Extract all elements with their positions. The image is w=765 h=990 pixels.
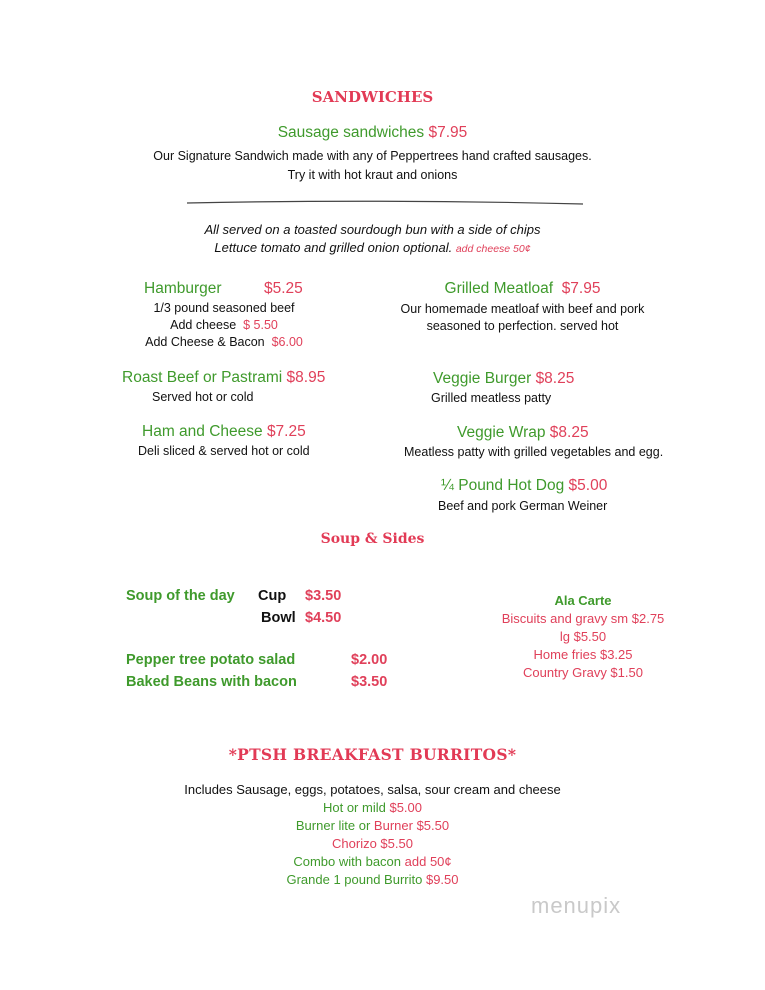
burrito-burner-label-2: Burner bbox=[373, 818, 413, 833]
ala-carte-line-3: Home fries $3.25 bbox=[533, 647, 633, 662]
roast-beef-price: $8.95 bbox=[286, 369, 326, 386]
burrito-burner-label: Burner lite or bbox=[295, 818, 371, 833]
hamburger-title bbox=[144, 280, 222, 298]
menupix-watermark: menupix bbox=[531, 893, 622, 918]
burritos-intro: Includes Sausage, eggs, potatoes, salsa, sour cream and cheese bbox=[184, 782, 561, 797]
veggie-burger-name: Veggie Burger bbox=[433, 370, 532, 387]
potato-salad-label: Pepper tree potato salad bbox=[126, 652, 296, 668]
meatloaf-name: Grilled Meatloaf bbox=[444, 280, 554, 297]
burrito-combo-price: add 50¢ bbox=[404, 854, 452, 869]
veggie-burger-desc: Grilled meatless patty bbox=[431, 391, 552, 405]
hamburger-price: $5.25 bbox=[264, 280, 303, 297]
ala-carte-line-1: Biscuits and gravy sm $2.75 bbox=[501, 611, 665, 626]
veggie-wrap-title bbox=[457, 424, 589, 442]
baked-beans-label: Baked Beans with bacon bbox=[126, 674, 297, 690]
burrito-grande-price: $9.50 bbox=[425, 872, 459, 887]
burrito-combo-label: Combo with bacon bbox=[293, 854, 402, 869]
burrito-burner-price: $5.50 bbox=[416, 818, 450, 833]
cup-label: Cup bbox=[258, 588, 287, 604]
meatloaf-desc-1: Our homemade meatloaf with beef and pork bbox=[400, 302, 645, 316]
soup-label: Soup of the day bbox=[126, 588, 235, 604]
sausage-price: $7.95 bbox=[428, 124, 468, 141]
add-cheese-note: add cheese 50¢ bbox=[455, 243, 531, 255]
hot-dog-price: $5.00 bbox=[568, 477, 608, 494]
section-divider bbox=[185, 200, 585, 206]
veggie-wrap-desc: Meatless patty with grilled vegetables and egg. bbox=[404, 445, 664, 459]
hamburger-name: Hamburger bbox=[144, 280, 222, 297]
sandwiches-heading: SANDWICHES bbox=[311, 88, 434, 106]
meatloaf-desc-2: seasoned to perfection. served hot bbox=[426, 319, 619, 333]
roast-beef-title bbox=[122, 369, 325, 387]
baked-beans-price: $3.50 bbox=[351, 674, 388, 690]
ala-carte-title: Ala Carte bbox=[554, 593, 612, 608]
ham-cheese-title bbox=[142, 423, 306, 441]
sausage-name: Sausage sandwiches bbox=[277, 124, 425, 141]
hamburger-opt-1-label: Add cheese bbox=[170, 318, 237, 332]
veggie-burger-price: $8.25 bbox=[535, 370, 575, 387]
meatloaf-price: $7.95 bbox=[561, 280, 601, 297]
burrito-chorizo-line: Chorizo $5.50 bbox=[332, 836, 413, 851]
burrito-grande-label: Grande 1 pound Burrito bbox=[286, 872, 423, 887]
hot-dog-name: ¼ Pound Hot Dog bbox=[441, 477, 565, 494]
burritos-heading: *PTSH BREAKFAST BURRITOS* bbox=[228, 745, 517, 764]
roast-beef-desc: Served hot or cold bbox=[152, 390, 254, 404]
optional-note-text: Lettuce tomato and grilled onion optional. bbox=[214, 240, 453, 255]
sausage-item-title bbox=[0, 124, 745, 142]
hamburger-opt-1-price: $ 5.50 bbox=[243, 318, 278, 332]
hamburger-desc: 1/3 pound seasoned beef bbox=[153, 301, 295, 315]
ham-cheese-desc: Deli sliced & served hot or cold bbox=[138, 444, 310, 458]
burrito-hot-label: Hot or mild bbox=[322, 800, 386, 815]
bowl-label: Bowl bbox=[261, 610, 296, 626]
sausage-desc-1: Our Signature Sandwich made with any of Peppertrees hand crafted sausages. bbox=[153, 149, 592, 163]
optional-note bbox=[0, 240, 745, 255]
veggie-burger-title bbox=[433, 370, 574, 388]
ala-carte-line-4: Country Gravy $1.50 bbox=[523, 665, 643, 680]
served-note: All served on a toasted sourdough bun with a side of chips bbox=[204, 222, 541, 237]
burrito-combo-line bbox=[0, 854, 745, 869]
meatloaf-title bbox=[395, 280, 650, 298]
burrito-grande-line bbox=[0, 872, 745, 887]
burrito-hot-line bbox=[0, 800, 745, 815]
hot-dog-title bbox=[441, 477, 607, 495]
cup-price: $3.50 bbox=[305, 588, 342, 604]
hamburger-opt-2-label: Add Cheese & Bacon bbox=[145, 335, 265, 349]
hamburger-opt-2 bbox=[124, 335, 324, 349]
bowl-price: $4.50 bbox=[305, 610, 342, 626]
hot-dog-desc: Beef and pork German Weiner bbox=[438, 499, 608, 513]
soup-sides-heading: Soup & Sides bbox=[320, 531, 425, 547]
hamburger-opt-2-price: $6.00 bbox=[271, 335, 303, 349]
ham-cheese-name: Ham and Cheese bbox=[142, 423, 263, 440]
potato-salad-price: $2.00 bbox=[351, 652, 388, 668]
sausage-desc-2: Try it with hot kraut and onions bbox=[287, 168, 458, 182]
burrito-hot-price: $5.00 bbox=[389, 800, 423, 815]
veggie-wrap-name: Veggie Wrap bbox=[457, 424, 546, 441]
ham-cheese-price: $7.25 bbox=[266, 423, 306, 440]
ala-carte-line-2: lg $5.50 bbox=[559, 629, 607, 644]
hamburger-opt-1 bbox=[124, 318, 324, 332]
roast-beef-name: Roast Beef or Pastrami bbox=[122, 369, 283, 386]
veggie-wrap-price: $8.25 bbox=[549, 424, 589, 441]
burrito-burner-line bbox=[0, 818, 745, 833]
